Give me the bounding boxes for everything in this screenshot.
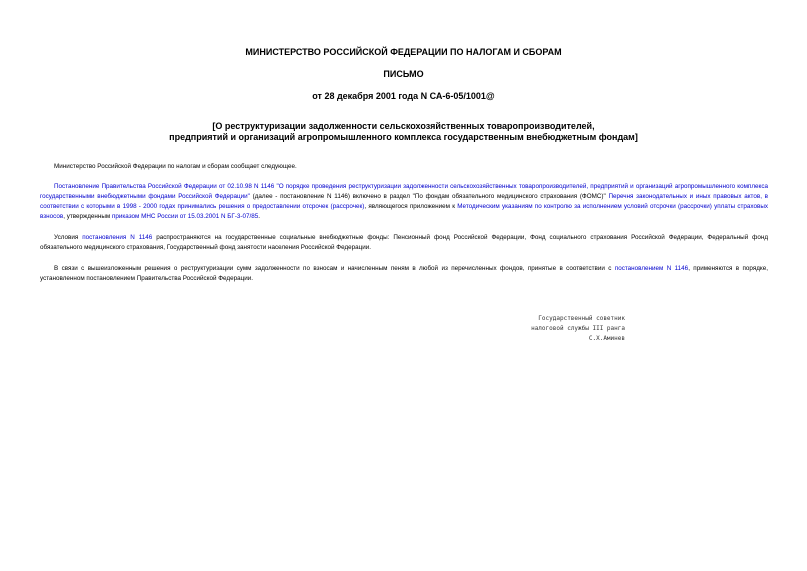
signature-block bbox=[480, 314, 625, 344]
paragraph-text: распространяются на государственные социальные внебюджетные фонды: Пенсионный фонд Российской Федерации, Фонд социального страхования Российской Федерации, Федеральный фонд обязательного медицинского страхования, Государственный фонд занятости населения Российской Федерации. bbox=[40, 234, 768, 251]
paragraph-decisions bbox=[40, 264, 768, 284]
link-resolution-1146-short[interactable]: постановления N 1146 bbox=[82, 234, 153, 241]
document-date-number: от 28 декабря 2001 года N СА-6-05/1001@ bbox=[312, 91, 495, 101]
paragraph-conditions bbox=[40, 233, 768, 253]
link-mns-order[interactable]: приказом МНС России от 15.03.2001 N БГ-3-07/85 bbox=[111, 213, 259, 220]
link-resolution-1146[interactable]: Постановление Правительства Российской Федерации от 02.10.98 N 1146 "О порядке проведения реструктуризации задолженности сельскохозяйственных товаропроизводителей, предприятий и организаций агропромышленного комплекса государственными внебюджетными фондами Российской Федерации" bbox=[40, 183, 768, 200]
paragraph-text: Условия bbox=[54, 234, 83, 241]
subject-line-1: [О реструктуризации задолженности сельскохозяйственных товаропроизводителей, bbox=[212, 121, 595, 131]
paragraph-text: (далее - постановление N 1146) включено в раздел "По фондам обязательного медицинского страхования (ФОМС)" bbox=[249, 193, 609, 200]
paragraph-text: , являющегося приложением к bbox=[364, 203, 458, 210]
signature-title: Государственный советник bbox=[538, 315, 625, 322]
document-subject bbox=[0, 121, 807, 143]
paragraph-text: . bbox=[258, 213, 261, 220]
paragraph-text: , утвержденным bbox=[63, 213, 112, 220]
ministry-heading: МИНИСТЕРСТВО РОССИЙСКОЙ ФЕДЕРАЦИИ ПО НАЛОГАМ И СБОРАМ bbox=[245, 47, 562, 57]
paragraph-resolution bbox=[40, 182, 768, 222]
paragraph-text: В связи с вышеизложенным решения о реструктуризации сумм задолженности по взносам и начисленным пеням в любой из перечисленных фондов, принятые в соответствии с bbox=[54, 265, 615, 272]
link-list-of-acts[interactable]: Перечня законодательных и иных правовых актов, в соответствии с которыми в 1998 - 2000 годах принимались решения о предоставлении отсрочек (рассрочек) bbox=[40, 193, 769, 210]
paragraph-text: , применяются в порядке, установленном постановлением Правительства Российской Федерации. bbox=[40, 265, 768, 282]
link-resolution-1146-instrumental[interactable]: постановлением N 1146 bbox=[614, 265, 689, 272]
link-methodical-guidelines[interactable]: Методическим указаниям по контролю за исполнением условий отсрочки (рассрочки) уплаты страховых взносов bbox=[40, 203, 768, 220]
document-type-heading: ПИСЬМО bbox=[383, 69, 424, 79]
signature-name: С.Х.Аминев bbox=[588, 335, 625, 342]
subject-line-2: предприятий и организаций агропромышленного комплекса государственным внебюджетным фондам] bbox=[169, 132, 638, 142]
paragraph-intro: Министерство Российской Федерации по налогам и сборам сообщает следующее. bbox=[54, 163, 297, 170]
signature-rank: налоговой службы III ранга bbox=[531, 325, 625, 332]
